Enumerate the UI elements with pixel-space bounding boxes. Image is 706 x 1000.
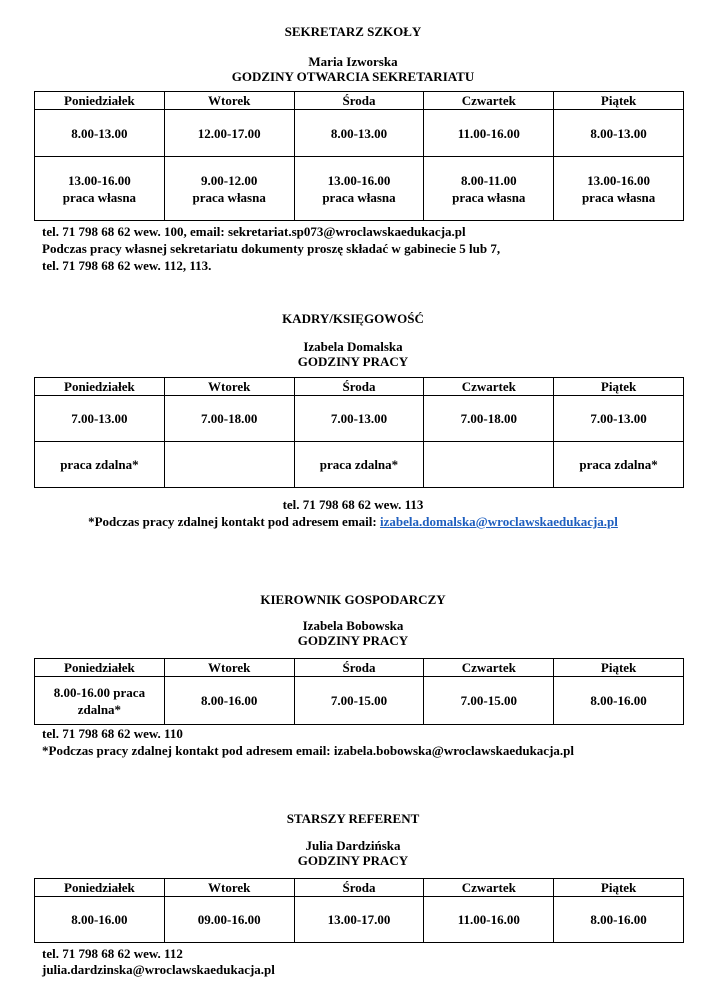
hours-cell: 12.00-17.00 <box>164 110 294 157</box>
hours-cell: 7.00-18.00 <box>164 396 294 442</box>
day-header: Wtorek <box>164 659 294 677</box>
table-header-row <box>35 879 684 897</box>
hr-heading: KADRY/KSIĘGOWOŚĆ <box>282 311 424 326</box>
manager-remote-note: *Podczas pracy zdalnej kontakt pod adresem email: izabela.bobowska@wroclawskaedukacja.pl <box>42 743 574 758</box>
work-note: zdalna* <box>77 701 122 717</box>
secretary-hours-table <box>34 91 684 221</box>
hr-name: Izabela Domalska <box>303 339 403 354</box>
table-row <box>35 897 684 943</box>
manager-name: Izabela Bobowska <box>302 618 404 633</box>
day-header: Piątek <box>554 879 684 897</box>
hours-cell: 7.00-13.00 <box>294 396 424 442</box>
day-header: Poniedziałek <box>35 659 165 677</box>
table-row <box>35 157 684 221</box>
hr-remote-text: *Podczas pracy zdalnej kontakt pod adresem email: <box>88 514 380 529</box>
manager-phone: tel. 71 798 68 62 wew. 110 <box>42 726 183 741</box>
table-header-row <box>35 92 684 110</box>
work-note: praca własna <box>192 189 266 205</box>
hours-cell: 7.00-13.00 <box>554 396 684 442</box>
day-header: Środa <box>294 659 424 677</box>
hours-cell: 8.00-16.00 <box>554 897 684 943</box>
hours-text: 13.00-16.00 <box>67 172 131 188</box>
hours-text: 8.00-16.00 praca <box>53 684 146 700</box>
hours-cell: 13.00-17.00 <box>294 897 424 943</box>
secretary-contact: tel. 71 798 68 62 wew. 100, email: sekretariat.sp073@wroclawskaedukacja.pl <box>42 224 466 239</box>
hours-cell <box>35 157 165 221</box>
hr-email-link[interactable]: izabela.domalska@wroclawskaedukacja.pl <box>379 514 618 529</box>
remote-cell <box>164 442 294 488</box>
work-note: praca własna <box>452 189 526 205</box>
manager-heading: KIEROWNIK GOSPODARCZY <box>260 592 446 607</box>
hours-cell: 7.00-15.00 <box>294 677 424 725</box>
table-row <box>35 110 684 157</box>
referent-subtitle: GODZINY PRACY <box>297 853 409 868</box>
referent-heading: STARSZY REFERENT <box>286 811 420 826</box>
day-header: Środa <box>294 879 424 897</box>
hours-cell: 8.00-16.00 <box>164 677 294 725</box>
remote-cell: praca zdalna* <box>294 442 424 488</box>
referent-hours-table <box>34 878 684 943</box>
hours-cell: 09.00-16.00 <box>164 897 294 943</box>
day-header: Czwartek <box>424 378 554 396</box>
hours-cell: 7.00-18.00 <box>424 396 554 442</box>
hours-cell <box>164 157 294 221</box>
day-header: Piątek <box>554 378 684 396</box>
hours-cell <box>35 677 165 725</box>
hours-text: 9.00-12.00 <box>201 172 258 188</box>
remote-cell: praca zdalna* <box>554 442 684 488</box>
hr-subtitle: GODZINY PRACY <box>297 354 409 369</box>
hours-cell <box>554 157 684 221</box>
hours-cell: 8.00-13.00 <box>294 110 424 157</box>
hours-cell: 7.00-13.00 <box>35 396 165 442</box>
remote-cell: praca zdalna* <box>35 442 165 488</box>
manager-subtitle: GODZINY PRACY <box>297 633 409 648</box>
referent-name: Julia Dardzińska <box>305 838 401 853</box>
table-row <box>35 396 684 442</box>
manager-hours-table <box>34 658 684 725</box>
remote-cell <box>424 442 554 488</box>
table-row <box>35 677 684 725</box>
day-header: Wtorek <box>164 92 294 110</box>
hours-cell: 11.00-16.00 <box>424 110 554 157</box>
day-header: Wtorek <box>164 378 294 396</box>
hours-cell: 11.00-16.00 <box>424 897 554 943</box>
secretary-heading: SEKRETARZ SZKOŁY <box>284 24 422 39</box>
table-row <box>35 442 684 488</box>
referent-phone: tel. 71 798 68 62 wew. 112 <box>42 946 183 961</box>
day-header: Wtorek <box>164 879 294 897</box>
hours-cell: 8.00-16.00 <box>554 677 684 725</box>
day-header: Piątek <box>554 92 684 110</box>
hr-phone: tel. 71 798 68 62 wew. 113 <box>282 497 424 512</box>
hours-cell <box>424 157 554 221</box>
table-header-row <box>35 659 684 677</box>
day-header: Środa <box>294 92 424 110</box>
hours-text: 8.00-11.00 <box>460 172 517 188</box>
day-header: Środa <box>294 378 424 396</box>
hours-cell: 8.00-13.00 <box>35 110 165 157</box>
hours-cell: 7.00-15.00 <box>424 677 554 725</box>
hr-hours-table <box>34 377 684 488</box>
secretary-note: Podczas pracy własnej sekretariatu dokumenty proszę składać w gabinecie 5 lub 7, <box>42 241 501 256</box>
table-header-row <box>35 378 684 396</box>
hours-text: 13.00-16.00 <box>327 172 391 188</box>
secretary-name: Maria Izworska <box>308 54 398 69</box>
hours-cell: 8.00-13.00 <box>554 110 684 157</box>
secretary-subtitle: GODZINY OTWARCIA SEKRETARIATU <box>231 69 475 84</box>
hr-remote-note <box>0 514 706 530</box>
day-header: Poniedziałek <box>35 879 165 897</box>
work-note: praca własna <box>581 189 656 205</box>
hours-cell <box>294 157 424 221</box>
day-header: Poniedziałek <box>35 92 165 110</box>
day-header: Czwartek <box>424 659 554 677</box>
hours-cell: 8.00-16.00 <box>35 897 165 943</box>
hours-text: 13.00-16.00 <box>587 172 651 188</box>
secretary-note-phone: tel. 71 798 68 62 wew. 112, 113. <box>42 258 212 273</box>
day-header: Czwartek <box>424 879 554 897</box>
day-header: Piątek <box>554 659 684 677</box>
day-header: Czwartek <box>424 92 554 110</box>
referent-email: julia.dardzinska@wroclawskaedukacja.pl <box>42 962 275 977</box>
day-header: Poniedziałek <box>35 378 165 396</box>
work-note: praca własna <box>322 189 396 205</box>
work-note: praca własna <box>62 189 137 205</box>
